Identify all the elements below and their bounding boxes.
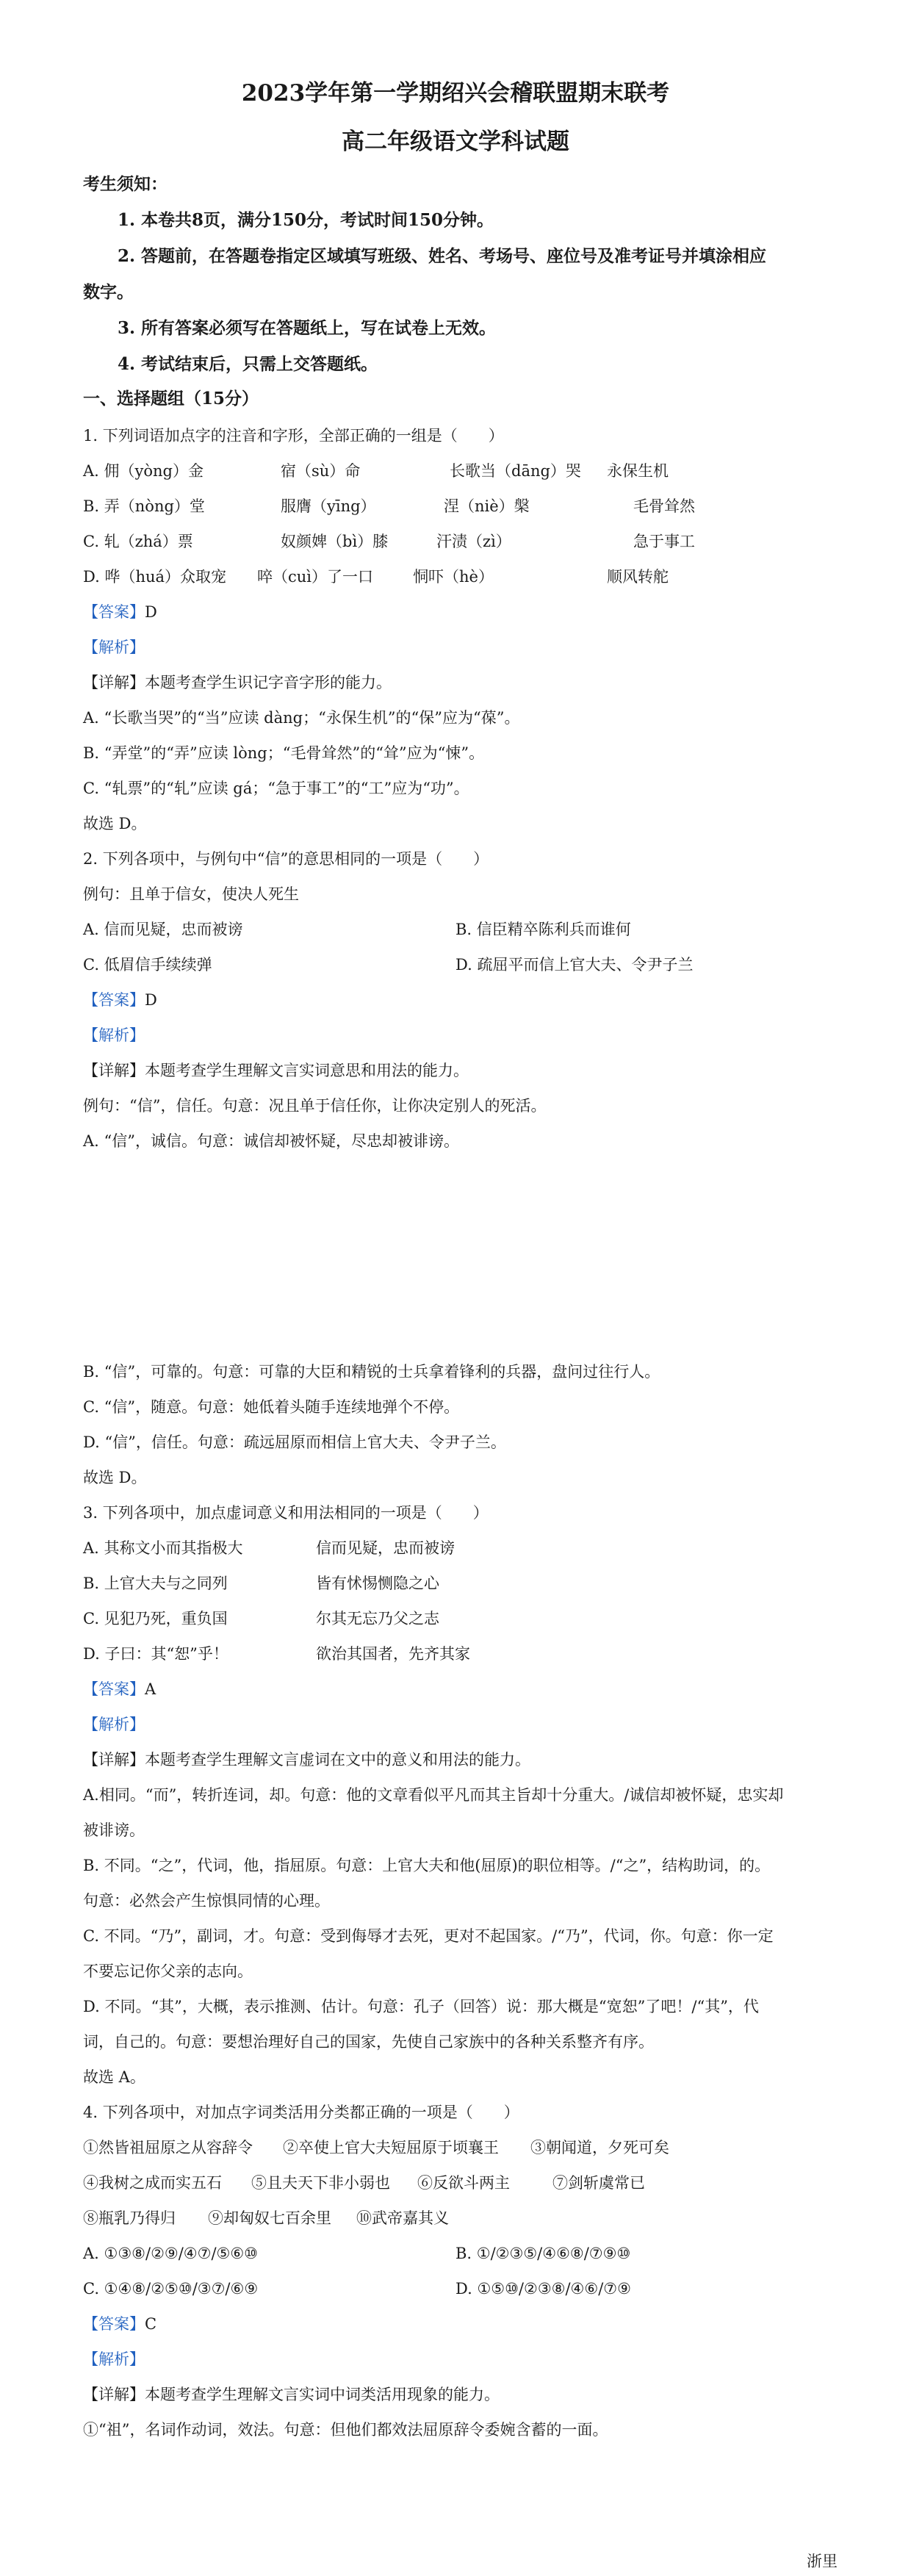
answer-tag: 【答案】 — [83, 2315, 145, 2333]
detail: 【详解】本题考查学生理解文言实词中词类活用现象的能力。 — [83, 2386, 500, 2403]
item: ⑩武帝嘉其义 — [356, 2209, 449, 2227]
explanation: C. 不同。“乃”，副词，才。句意：受到侮辱才去死，更对不起国家。/“乃”，代词，你。句意：你一定 — [83, 1927, 774, 1945]
option-c: C. ①④⑧/②⑤⑩/③⑦/⑥⑨ — [83, 2280, 259, 2298]
option-c-word: 汗渍（zì） — [436, 533, 511, 550]
explanation: 词，自己的。句意：要想治理好自己的国家，先使自己家族中的各种关系整齐有序。 — [83, 2033, 654, 2051]
item: ④我树之成而实五石 — [83, 2174, 222, 2192]
answer — [83, 601, 157, 623]
item: ⑤且夫天下非小弱也 — [251, 2174, 390, 2192]
option-d-word: 顺风转舵 — [607, 568, 669, 586]
answer-tag: 【答案】 — [83, 991, 145, 1009]
option-d-compare: 欲治其国者，先齐其家 — [316, 1645, 470, 1663]
explanation: C. “轧票”的“轧”应读 gá；“急于事工”的“工”应为“功”。 — [83, 780, 469, 797]
item: ③朝闻道，夕死可矣 — [530, 2139, 669, 2156]
analysis-tag: 【解析】 — [83, 1026, 145, 1044]
explanation: 被诽谤。 — [83, 1821, 145, 1839]
option-c-word: 急于事工 — [633, 533, 695, 550]
answer — [83, 989, 157, 1011]
answer-value: D — [145, 991, 157, 1009]
option-a: A. 佣（yòng）金 — [83, 462, 204, 480]
option-a-compare: 信而见疑，忠而被谤 — [316, 1539, 455, 1557]
answer-value: A — [145, 1680, 156, 1698]
explanation: D. 不同。“其”，大概，表示推测、估计。句意：孔子（回答）说：那大概是“宽恕”了吧！/“其”，代 — [83, 1998, 759, 2015]
option-c: C. 轧（zhá）票 — [83, 533, 193, 550]
explanation: 例句：“信”，信任。句意：况且单于信任你，让你决定别人的死活。 — [83, 1097, 547, 1115]
option-a-word: 长歌当（dāng）哭 — [450, 462, 581, 480]
option-c-compare: 尔其无忘乃父之志 — [316, 1610, 439, 1627]
option-a: A. 信而见疑，忠而被谤 — [83, 921, 243, 938]
conclusion: 故选 D。 — [83, 815, 147, 832]
option-d: D. 子曰：其“恕”乎！ — [83, 1645, 228, 1663]
explanation: B. 不同。“之”，代词，他，指屈原。句意：上官大夫和他(屈原)的职位相等。/“之”，结构助词，的。 — [83, 1857, 771, 1874]
option-c: C. 见犯乃死，重负国 — [83, 1610, 228, 1627]
explanation: ①“祖”，名词作动词，效法。句意：但他们都效法屈原辞令委婉含蓄的一面。 — [83, 2421, 608, 2439]
option-c-word: 奴颜婢（bì）膝 — [281, 533, 389, 550]
option-d-word: 啐（cuì）了一口 — [257, 568, 374, 586]
option-b: B. 弄（nòng）堂 — [83, 497, 205, 515]
conclusion: 故选 D。 — [83, 1469, 147, 1486]
explanation: A.相同。“而”，转折连词，却。句意：他的文章看似平凡而其主旨却十分重大。/诚信却被怀疑，忠实却 — [83, 1786, 784, 1804]
answer-tag: 【答案】 — [83, 1680, 145, 1698]
analysis-tag: 【解析】 — [83, 638, 145, 656]
explanation: C. “信”，随意。句意：她低着头随手连续地弹个不停。 — [83, 1398, 460, 1416]
detail: 【详解】本题考查学生理解文言实词意思和用法的能力。 — [83, 1062, 469, 1079]
notice-heading: 考生须知： — [83, 174, 168, 194]
example-sentence: 例句：且单于信女，使决人死生 — [83, 885, 299, 903]
item: ⑨却匈奴七百余里 — [208, 2209, 331, 2227]
option-d: D. ①⑤⑩/②③⑧/④⑥/⑦⑨ — [455, 2280, 631, 2298]
explanation: 句意：必然会产生惊惧同情的心理。 — [83, 1892, 330, 1910]
item: ②卒使上官大夫短屈原于顷襄王 — [283, 2139, 499, 2156]
option-a-word: 宿（sù）命 — [281, 462, 361, 480]
option-d-word: 恫吓（hè） — [413, 568, 494, 586]
question-stem: 1. 下列词语加点字的注音和字形，全部正确的一组是（ ） — [83, 427, 504, 445]
answer — [83, 2313, 156, 2335]
question-stem: 4. 下列各项中，对加点字词类活用分类都正确的一项是（ ） — [83, 2104, 519, 2121]
option-c: C. 低眉信手续续弹 — [83, 956, 212, 974]
option-d: D. 疏屈平而信上官大夫、令尹子兰 — [455, 956, 694, 974]
item: ①然皆祖屈原之从容辞令 — [83, 2139, 253, 2156]
explanation: A. “长歌当哭”的“当”应读 dàng；“永保生机”的“保”应为“葆”。 — [83, 709, 520, 727]
question-stem: 3. 下列各项中，加点虚词意义和用法相同的一项是（ ） — [83, 1504, 489, 1522]
notice-item: 3. 所有答案必须写在答题纸上，写在试卷上无效。 — [118, 318, 497, 338]
option-a-word: 永保生机 — [607, 462, 669, 480]
option-b: B. ①/②③⑤/④⑥⑧/⑦⑨⑩ — [455, 2245, 631, 2262]
explanation: 不要忘记你父亲的志向。 — [83, 1962, 253, 1980]
option-a: A. 其称文小而其指极大 — [83, 1539, 243, 1557]
conclusion: 故选 A。 — [83, 2068, 145, 2086]
item: ⑥反欲斗两主 — [417, 2174, 510, 2192]
question-stem: 2. 下列各项中，与例句中“信”的意思相同的一项是（ ） — [83, 850, 489, 868]
explanation: B. “信”，可靠的。句意：可靠的大臣和精锐的士兵拿着锋利的兵器，盘问过往行人。 — [83, 1363, 660, 1381]
exam-subtitle: 高二年级语文学科试题 — [342, 129, 569, 155]
answer — [83, 1678, 156, 1700]
answer-tag: 【答案】 — [83, 603, 145, 621]
option-a: A. ①③⑧/②⑨/④⑦/⑤⑥⑩ — [83, 2245, 259, 2262]
answer-value: D — [145, 603, 157, 621]
exam-title: 2023学年第一学期绍兴会稽联盟期末联考 — [241, 80, 670, 107]
explanation: A. “信”，诚信。句意：诚信却被怀疑，尽忠却被诽谤。 — [83, 1132, 459, 1150]
option-b: B. 上官大夫与之同列 — [83, 1575, 228, 1592]
analysis-tag: 【解析】 — [83, 1716, 145, 1733]
notice-item: 4. 考试结束后，只需上交答题纸。 — [118, 354, 378, 374]
option-b: B. 信臣精卒陈利兵而谁何 — [455, 921, 631, 938]
item: ⑦剑斩虞常已 — [552, 2174, 645, 2192]
detail: 【详解】本题考查学生识记字音字形的能力。 — [83, 674, 392, 691]
notice-item: 数字。 — [83, 282, 134, 302]
detail: 【详解】本题考查学生理解文言虚词在文中的意义和用法的能力。 — [83, 1751, 530, 1769]
page-footer: 浙里 — [807, 2552, 838, 2570]
explanation: D. “信”，信任。句意：疏远屈原而相信上官大夫、令尹子兰。 — [83, 1433, 506, 1451]
option-b-compare: 皆有怵惕恻隐之心 — [316, 1575, 439, 1592]
section-heading: 一、选择题组（15分） — [83, 389, 259, 409]
option-b-word: 涅（niè）槃 — [444, 497, 530, 515]
notice-item: 1. 本卷共8页，满分150分，考试时间150分钟。 — [118, 210, 494, 230]
analysis-tag: 【解析】 — [83, 2350, 145, 2368]
notice-item: 2. 答题前，在答题卷指定区域填写班级、姓名、考场号、座位号及准考证号并填涂相应 — [118, 246, 767, 266]
explanation: B. “弄堂”的“弄”应读 lòng；“毛骨耸然”的“耸”应为“悚”。 — [83, 744, 485, 762]
option-b-word: 毛骨耸然 — [633, 497, 695, 515]
answer-value: C — [145, 2315, 157, 2333]
option-d: D. 哗（huá）众取宠 — [83, 568, 227, 586]
item: ⑧瓶乳乃得归 — [83, 2209, 176, 2227]
option-b-word: 服膺（yīng） — [281, 497, 376, 515]
